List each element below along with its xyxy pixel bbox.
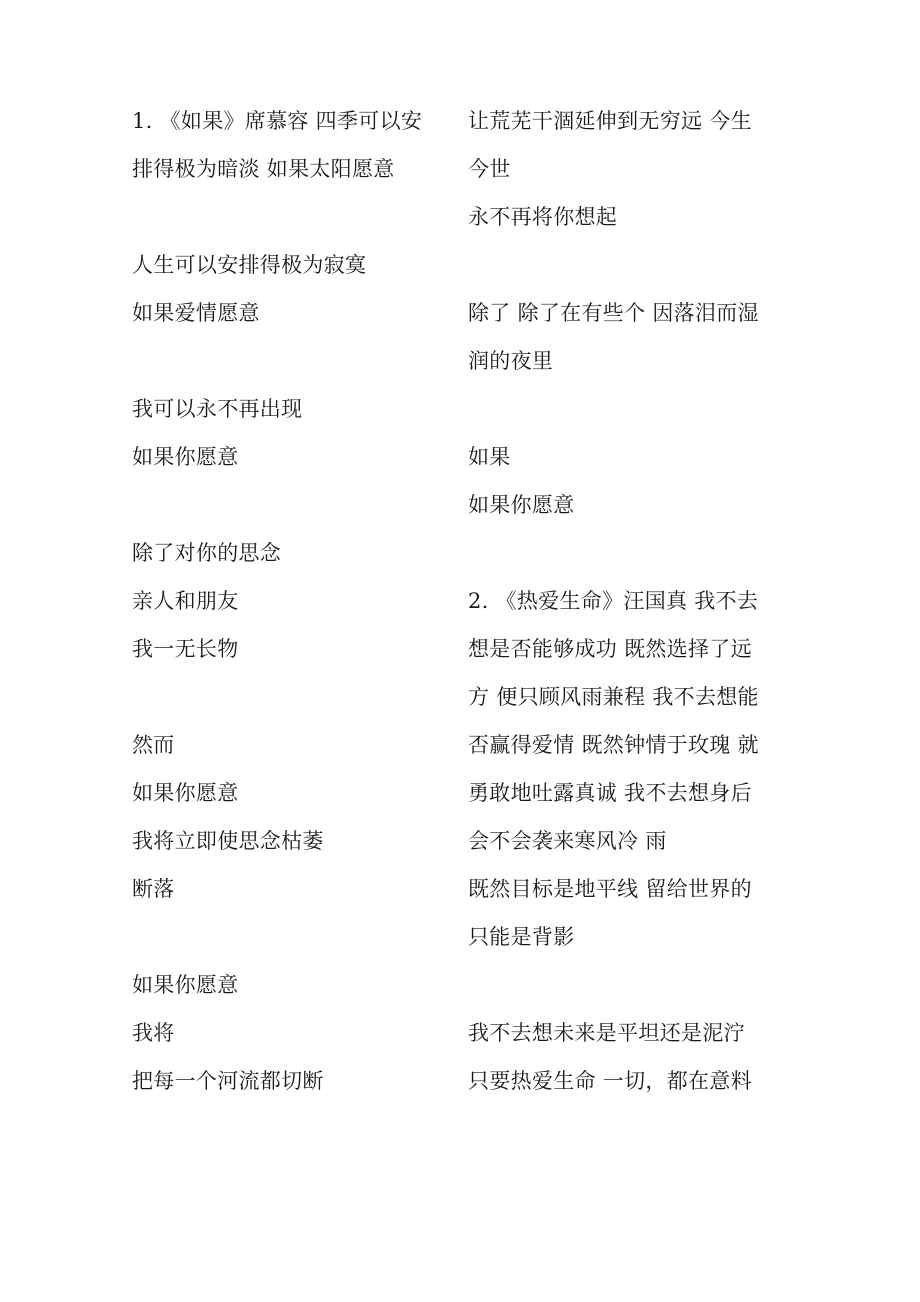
text-line: 只要热爱生命 一切，都在意料 — [468, 1069, 752, 1093]
text-line: 今世 — [468, 157, 511, 181]
text-line: 勇敢地吐露真诚 我不去想身后 — [468, 781, 752, 805]
text-line: 如果你愿意 — [468, 493, 575, 517]
text-line: 如果 — [468, 445, 511, 469]
text-line: 断落 — [132, 877, 175, 901]
text-line: 然而 — [132, 733, 175, 757]
right-column — [468, 103, 783, 1111]
text-line: 我不去想未来是平坦还是泥泞 — [468, 1021, 745, 1045]
blank-line — [132, 487, 442, 535]
text-line: 如果你愿意 — [132, 973, 239, 997]
blank-line — [468, 535, 783, 583]
text-line: 润的夜里 — [468, 349, 554, 373]
blank-line — [468, 247, 783, 295]
blank-line — [132, 343, 442, 391]
text-line: 会不会袭来寒风冷 雨 — [468, 829, 667, 853]
text-line: 人生可以安排得极为寂寞 — [132, 253, 367, 277]
blank-line — [468, 391, 783, 439]
text-line: 1. 《如果》席慕容 四季可以安 — [132, 109, 423, 133]
blank-line — [132, 199, 442, 247]
text-line: 除了 除了在有些个 因落泪而湿 — [468, 301, 759, 325]
blank-line — [132, 919, 442, 967]
text-line: 如果你愿意 — [132, 445, 239, 469]
text-line: 我可以永不再出现 — [132, 397, 303, 421]
text-line: 如果爱情愿意 — [132, 301, 260, 325]
text-line: 除了对你的思念 — [132, 541, 282, 565]
text-line: 排得极为暗淡 如果太阳愿意 — [132, 157, 395, 181]
text-line: 想是否能够成功 既然选择了远 — [468, 637, 752, 661]
text-line: 我一无长物 — [132, 637, 239, 661]
text-line: 永不再将你想起 — [468, 205, 618, 229]
text-line: 方 便只顾风雨兼程 我不去想能 — [468, 685, 759, 709]
text-line: 如果你愿意 — [132, 781, 239, 805]
text-line: 否赢得爱情 既然钟情于玫瑰 就 — [468, 733, 759, 757]
text-line: 只能是背影 — [468, 925, 575, 949]
text-line: 既然目标是地平线 留给世界的 — [468, 877, 752, 901]
text-line: 让荒芜干涸延伸到无穷远 今生 — [468, 109, 752, 133]
text-line: 我将 — [132, 1021, 175, 1045]
text-line: 把每一个河流都切断 — [132, 1069, 324, 1093]
blank-line — [132, 679, 442, 727]
text-line: 2. 《热爱生命》汪国真 我不去 — [468, 589, 759, 613]
left-column — [132, 103, 442, 1111]
blank-line — [468, 967, 783, 1015]
text-line: 亲人和朋友 — [132, 589, 239, 613]
text-line: 我将立即使思念枯萎 — [132, 829, 324, 853]
